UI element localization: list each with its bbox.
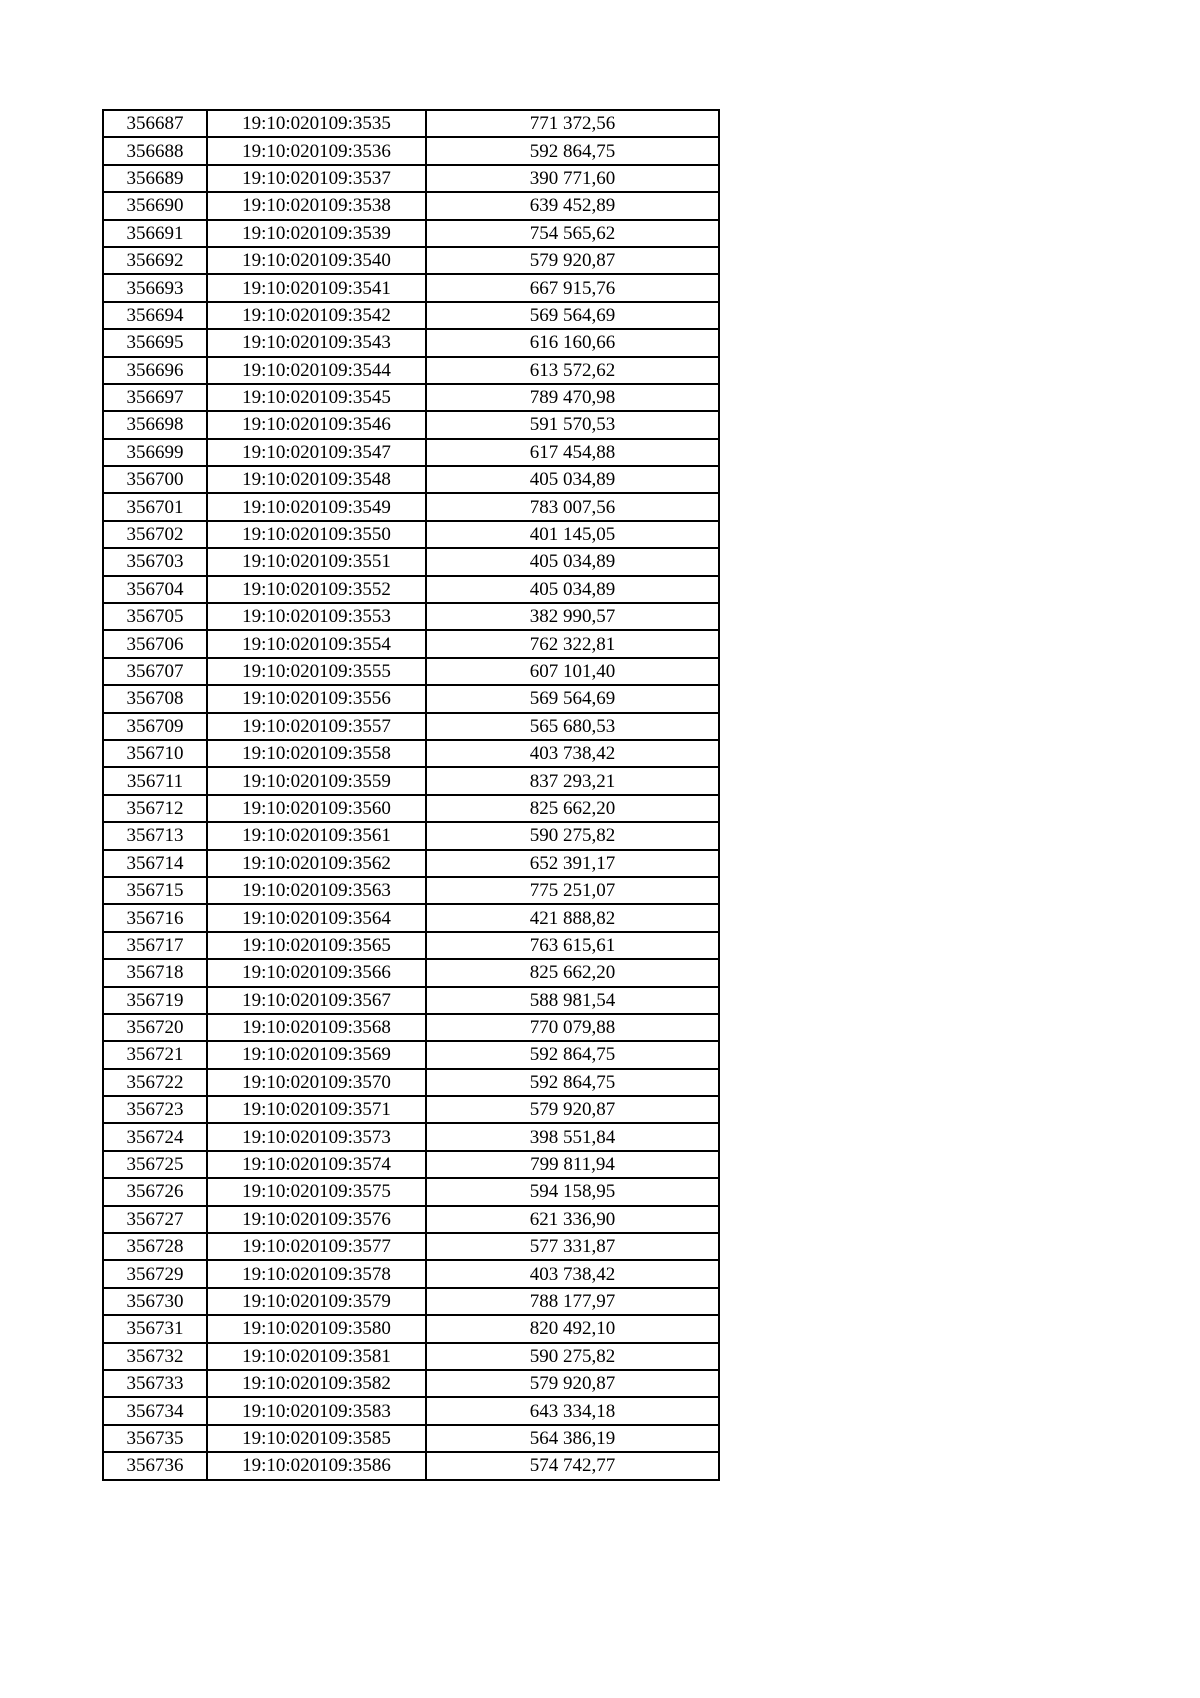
cadastral-value-cell: 421 888,82 — [426, 904, 719, 931]
cadastral-value-cell: 613 572,62 — [426, 357, 719, 384]
row-id-cell: 356721 — [103, 1041, 207, 1068]
cadastral-number-cell: 19:10:020109:3548 — [207, 466, 426, 493]
cadastral-value-cell: 639 452,89 — [426, 192, 719, 219]
table-row — [103, 165, 719, 192]
row-id-cell: 356697 — [103, 384, 207, 411]
cadastral-value-cell: 405 034,89 — [426, 548, 719, 575]
cadastral-number-cell: 19:10:020109:3542 — [207, 302, 426, 329]
cadastral-number-cell: 19:10:020109:3562 — [207, 850, 426, 877]
row-id-cell: 356699 — [103, 439, 207, 466]
table-row — [103, 932, 719, 959]
row-id-cell: 356691 — [103, 220, 207, 247]
table-row — [103, 767, 719, 794]
cadastral-number-cell: 19:10:020109:3559 — [207, 767, 426, 794]
cadastral-value-cell: 403 738,42 — [426, 1260, 719, 1287]
table-row — [103, 795, 719, 822]
cadastral-number-cell: 19:10:020109:3543 — [207, 329, 426, 356]
table-row — [103, 1233, 719, 1260]
table-row — [103, 274, 719, 301]
cadastral-value-cell: 616 160,66 — [426, 329, 719, 356]
cadastral-value-cell: 401 145,05 — [426, 521, 719, 548]
table-row — [103, 220, 719, 247]
cadastral-value-cell: 574 742,77 — [426, 1452, 719, 1479]
cadastral-value-cell: 789 470,98 — [426, 384, 719, 411]
row-id-cell: 356720 — [103, 1014, 207, 1041]
cadastral-value-cell: 837 293,21 — [426, 767, 719, 794]
row-id-cell: 356690 — [103, 192, 207, 219]
cadastral-number-cell: 19:10:020109:3573 — [207, 1123, 426, 1150]
table-row — [103, 576, 719, 603]
cadastral-number-cell: 19:10:020109:3550 — [207, 521, 426, 548]
table-row — [103, 1370, 719, 1397]
table-row — [103, 493, 719, 520]
cadastral-value-cell: 382 990,57 — [426, 603, 719, 630]
table-row — [103, 630, 719, 657]
cadastral-number-cell: 19:10:020109:3538 — [207, 192, 426, 219]
row-id-cell: 356718 — [103, 959, 207, 986]
table-row — [103, 411, 719, 438]
row-id-cell: 356687 — [103, 110, 207, 137]
table-row — [103, 357, 719, 384]
cadastral-value-cell: 652 391,17 — [426, 850, 719, 877]
cadastral-value-cell: 594 158,95 — [426, 1178, 719, 1205]
cadastral-number-cell: 19:10:020109:3560 — [207, 795, 426, 822]
table-row — [103, 740, 719, 767]
row-id-cell: 356706 — [103, 630, 207, 657]
table-row — [103, 1123, 719, 1150]
table-row — [103, 1315, 719, 1342]
table-row — [103, 192, 719, 219]
cadastral-number-cell: 19:10:020109:3571 — [207, 1096, 426, 1123]
cadastral-value-cell: 617 454,88 — [426, 439, 719, 466]
cadastral-value-cell: 403 738,42 — [426, 740, 719, 767]
cadastral-value-cell: 667 915,76 — [426, 274, 719, 301]
table-row — [103, 1206, 719, 1233]
row-id-cell: 356731 — [103, 1315, 207, 1342]
cadastral-number-cell: 19:10:020109:3564 — [207, 904, 426, 931]
cadastral-number-cell: 19:10:020109:3563 — [207, 877, 426, 904]
cadastral-number-cell: 19:10:020109:3567 — [207, 987, 426, 1014]
table-row — [103, 466, 719, 493]
row-id-cell: 356702 — [103, 521, 207, 548]
row-id-cell: 356729 — [103, 1260, 207, 1287]
table-row — [103, 548, 719, 575]
table-row — [103, 1397, 719, 1424]
cadastral-number-cell: 19:10:020109:3556 — [207, 685, 426, 712]
row-id-cell: 356694 — [103, 302, 207, 329]
table-row — [103, 1069, 719, 1096]
cadastral-number-cell: 19:10:020109:3539 — [207, 220, 426, 247]
row-id-cell: 356716 — [103, 904, 207, 931]
cadastral-number-cell: 19:10:020109:3535 — [207, 110, 426, 137]
cadastral-value-cell: 405 034,89 — [426, 576, 719, 603]
cadastral-value-table — [102, 109, 720, 1481]
row-id-cell: 356722 — [103, 1069, 207, 1096]
row-id-cell: 356709 — [103, 713, 207, 740]
table-row — [103, 822, 719, 849]
cadastral-value-cell: 754 565,62 — [426, 220, 719, 247]
row-id-cell: 356689 — [103, 165, 207, 192]
cadastral-number-cell: 19:10:020109:3558 — [207, 740, 426, 767]
cadastral-number-cell: 19:10:020109:3566 — [207, 959, 426, 986]
cadastral-number-cell: 19:10:020109:3578 — [207, 1260, 426, 1287]
row-id-cell: 356730 — [103, 1288, 207, 1315]
cadastral-number-cell: 19:10:020109:3557 — [207, 713, 426, 740]
table-row — [103, 987, 719, 1014]
table-row — [103, 247, 719, 274]
cadastral-value-cell: 591 570,53 — [426, 411, 719, 438]
row-id-cell: 356704 — [103, 576, 207, 603]
table-row — [103, 904, 719, 931]
cadastral-number-cell: 19:10:020109:3585 — [207, 1425, 426, 1452]
row-id-cell: 356735 — [103, 1425, 207, 1452]
cadastral-number-cell: 19:10:020109:3575 — [207, 1178, 426, 1205]
cadastral-value-cell: 590 275,82 — [426, 822, 719, 849]
table-row — [103, 1343, 719, 1370]
cadastral-value-cell: 579 920,87 — [426, 1370, 719, 1397]
row-id-cell: 356713 — [103, 822, 207, 849]
row-id-cell: 356710 — [103, 740, 207, 767]
cadastral-value-cell: 799 811,94 — [426, 1151, 719, 1178]
table-row — [103, 1014, 719, 1041]
cadastral-value-cell: 579 920,87 — [426, 247, 719, 274]
row-id-cell: 356728 — [103, 1233, 207, 1260]
table-body — [103, 110, 719, 1480]
cadastral-number-cell: 19:10:020109:3583 — [207, 1397, 426, 1424]
cadastral-number-cell: 19:10:020109:3554 — [207, 630, 426, 657]
row-id-cell: 356708 — [103, 685, 207, 712]
table-row — [103, 439, 719, 466]
row-id-cell: 356717 — [103, 932, 207, 959]
cadastral-number-cell: 19:10:020109:3545 — [207, 384, 426, 411]
cadastral-value-cell: 398 551,84 — [426, 1123, 719, 1150]
cadastral-number-cell: 19:10:020109:3552 — [207, 576, 426, 603]
cadastral-value-cell: 820 492,10 — [426, 1315, 719, 1342]
row-id-cell: 356723 — [103, 1096, 207, 1123]
cadastral-number-cell: 19:10:020109:3586 — [207, 1452, 426, 1479]
row-id-cell: 356725 — [103, 1151, 207, 1178]
row-id-cell: 356705 — [103, 603, 207, 630]
row-id-cell: 356719 — [103, 987, 207, 1014]
table-row — [103, 1096, 719, 1123]
row-id-cell: 356712 — [103, 795, 207, 822]
cadastral-value-cell: 588 981,54 — [426, 987, 719, 1014]
row-id-cell: 356715 — [103, 877, 207, 904]
table-row — [103, 877, 719, 904]
table-row — [103, 658, 719, 685]
cadastral-value-cell: 783 007,56 — [426, 493, 719, 520]
cadastral-number-cell: 19:10:020109:3551 — [207, 548, 426, 575]
cadastral-value-cell: 621 336,90 — [426, 1206, 719, 1233]
cadastral-number-cell: 19:10:020109:3549 — [207, 493, 426, 520]
row-id-cell: 356695 — [103, 329, 207, 356]
cadastral-number-cell: 19:10:020109:3577 — [207, 1233, 426, 1260]
cadastral-number-cell: 19:10:020109:3553 — [207, 603, 426, 630]
table-row — [103, 110, 719, 137]
table-row — [103, 1041, 719, 1068]
cadastral-number-cell: 19:10:020109:3579 — [207, 1288, 426, 1315]
cadastral-value-cell: 770 079,88 — [426, 1014, 719, 1041]
cadastral-value-cell: 763 615,61 — [426, 932, 719, 959]
cadastral-value-cell: 592 864,75 — [426, 137, 719, 164]
cadastral-number-cell: 19:10:020109:3580 — [207, 1315, 426, 1342]
cadastral-value-cell: 607 101,40 — [426, 658, 719, 685]
table-row — [103, 603, 719, 630]
cadastral-value-cell: 788 177,97 — [426, 1288, 719, 1315]
cadastral-number-cell: 19:10:020109:3536 — [207, 137, 426, 164]
cadastral-number-cell: 19:10:020109:3574 — [207, 1151, 426, 1178]
table-row — [103, 1425, 719, 1452]
cadastral-value-cell: 771 372,56 — [426, 110, 719, 137]
table-row — [103, 1452, 719, 1479]
row-id-cell: 356711 — [103, 767, 207, 794]
cadastral-number-cell: 19:10:020109:3568 — [207, 1014, 426, 1041]
table-row — [103, 137, 719, 164]
table-row — [103, 850, 719, 877]
table-row — [103, 384, 719, 411]
cadastral-number-cell: 19:10:020109:3561 — [207, 822, 426, 849]
cadastral-value-cell: 590 275,82 — [426, 1343, 719, 1370]
cadastral-number-cell: 19:10:020109:3547 — [207, 439, 426, 466]
cadastral-value-cell: 569 564,69 — [426, 685, 719, 712]
row-id-cell: 356726 — [103, 1178, 207, 1205]
table-row — [103, 713, 719, 740]
table-row — [103, 329, 719, 356]
cadastral-number-cell: 19:10:020109:3540 — [207, 247, 426, 274]
row-id-cell: 356700 — [103, 466, 207, 493]
row-id-cell: 356732 — [103, 1343, 207, 1370]
cadastral-number-cell: 19:10:020109:3541 — [207, 274, 426, 301]
table-row — [103, 1288, 719, 1315]
row-id-cell: 356714 — [103, 850, 207, 877]
row-id-cell: 356698 — [103, 411, 207, 438]
cadastral-number-cell: 19:10:020109:3582 — [207, 1370, 426, 1397]
cadastral-value-cell: 405 034,89 — [426, 466, 719, 493]
row-id-cell: 356703 — [103, 548, 207, 575]
row-id-cell: 356692 — [103, 247, 207, 274]
row-id-cell: 356736 — [103, 1452, 207, 1479]
cadastral-value-cell: 579 920,87 — [426, 1096, 719, 1123]
row-id-cell: 356727 — [103, 1206, 207, 1233]
row-id-cell: 356696 — [103, 357, 207, 384]
cadastral-number-cell: 19:10:020109:3570 — [207, 1069, 426, 1096]
cadastral-value-cell: 643 334,18 — [426, 1397, 719, 1424]
cadastral-number-cell: 19:10:020109:3555 — [207, 658, 426, 685]
table-row — [103, 685, 719, 712]
cadastral-value-cell: 592 864,75 — [426, 1069, 719, 1096]
cadastral-value-cell: 390 771,60 — [426, 165, 719, 192]
row-id-cell: 356701 — [103, 493, 207, 520]
cadastral-number-cell: 19:10:020109:3537 — [207, 165, 426, 192]
cadastral-number-cell: 19:10:020109:3569 — [207, 1041, 426, 1068]
cadastral-value-cell: 564 386,19 — [426, 1425, 719, 1452]
table-row — [103, 1178, 719, 1205]
cadastral-number-cell: 19:10:020109:3544 — [207, 357, 426, 384]
row-id-cell: 356693 — [103, 274, 207, 301]
cadastral-value-cell: 565 680,53 — [426, 713, 719, 740]
cadastral-value-cell: 762 322,81 — [426, 630, 719, 657]
cadastral-number-cell: 19:10:020109:3581 — [207, 1343, 426, 1370]
row-id-cell: 356733 — [103, 1370, 207, 1397]
table-row — [103, 1151, 719, 1178]
cadastral-value-cell: 592 864,75 — [426, 1041, 719, 1068]
cadastral-number-cell: 19:10:020109:3565 — [207, 932, 426, 959]
table-row — [103, 302, 719, 329]
cadastral-value-cell: 825 662,20 — [426, 959, 719, 986]
table-row — [103, 521, 719, 548]
row-id-cell: 356707 — [103, 658, 207, 685]
cadastral-value-cell: 569 564,69 — [426, 302, 719, 329]
table-row — [103, 1260, 719, 1287]
table-row — [103, 959, 719, 986]
row-id-cell: 356724 — [103, 1123, 207, 1150]
cadastral-value-cell: 825 662,20 — [426, 795, 719, 822]
row-id-cell: 356734 — [103, 1397, 207, 1424]
row-id-cell: 356688 — [103, 137, 207, 164]
cadastral-value-cell: 775 251,07 — [426, 877, 719, 904]
cadastral-number-cell: 19:10:020109:3576 — [207, 1206, 426, 1233]
cadastral-number-cell: 19:10:020109:3546 — [207, 411, 426, 438]
cadastral-value-cell: 577 331,87 — [426, 1233, 719, 1260]
